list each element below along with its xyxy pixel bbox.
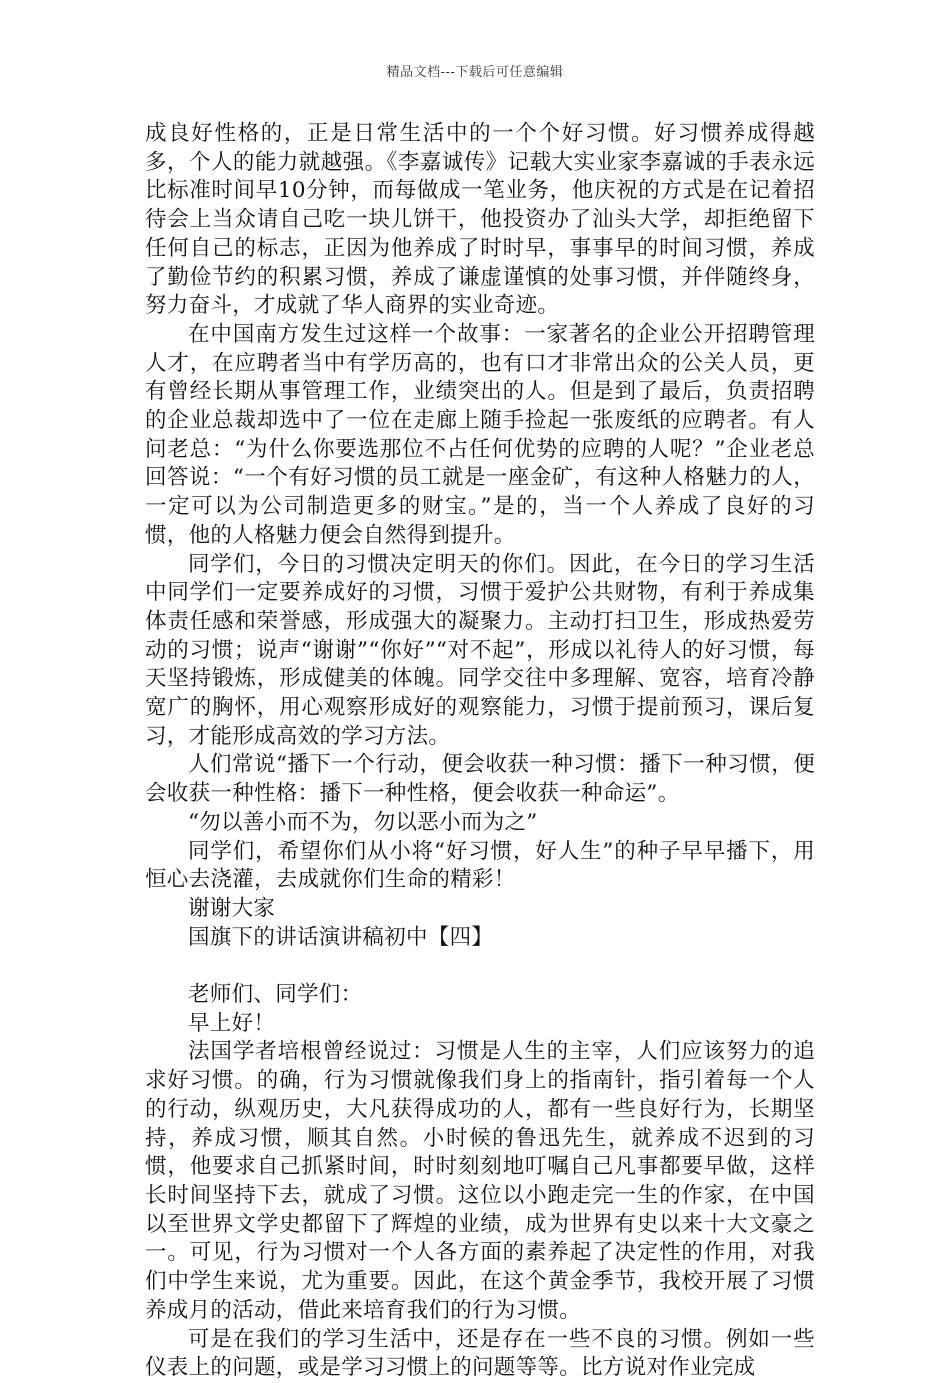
thanks-line: 谢谢大家 — [188, 895, 276, 921]
paragraph-5: 同学们，希望你们从小将“好习惯，好人生”的种子早早播下，用恒心去浇灌，去成就你们生命的精彩！ — [145, 838, 815, 893]
quote-line: “勿以善小而不为，勿以恶小而为之” — [188, 809, 538, 835]
paragraph-6: 法国学者培根曾经说过：习惯是人生的主宰，人们应该努力的追求好习惯。的确，行为习惯就像我们身上的指南针，指引着每一个人的行动，纵观历史，大凡获得成功的人，都有一些良好行为，长期坚持，养成习惯，顺其自然。小时候的鲁迅先生，就养成不迟到的习惯，他要求自己抓紧时间，时时刻刻地叮嘱自己凡事都要早做，这样长时间坚持下去，就成了习惯。这位以小跑走完一生的作家，在中国以至世界文学史都留下了辉煌的业绩，成为世界有史以来十大文豪之一。可见，行为习惯对一个人各方面的素养起了决定性的作用，对我们中学生来说，尤为重要。因此，在这个黄金季节，我校开展了习惯养成月的活动，借此来培育我们的行为习惯。 — [145, 1039, 815, 1323]
paragraph-7: 可是在我们的学习生活中，还是存在一些不良的习惯。例如一些仪表上的问题，或是学习习惯上的问题等等。比方说对作业完成 — [145, 1326, 815, 1381]
paragraph-4: 人们常说“播下一个行动，便会收获一种习惯：播下一种习惯，便会收获一种性格：播下一种性格，便会收获一种命运”。 — [145, 752, 815, 807]
paragraph-3: 同学们，今日的习惯决定明天的你们。因此，在今日的学习生活中同学们一定要养成好的习惯，习惯于爱护公共财物，有利于养成集体责任感和荣誉感，形成强大的凝聚力。主动打扫卫生，形成热爱劳动的习惯；说声“谢谢”“你好”“对不起”，形成以礼待人的好习惯，每天坚持锻炼，形成健美的体魄。同学交往中多理解、宽容，培育冷静宽广的胸怀，用心观察形成好的观察能力，习惯于提前预习，课后复习，才能形成高效的学习方法。 — [145, 551, 815, 749]
blank-line — [145, 952, 815, 981]
greeting: 早上好！ — [188, 1010, 276, 1036]
document-body — [145, 120, 815, 1383]
page-header: 精品文档---下载后可任意编辑 — [386, 65, 564, 80]
paragraph-2: 在中国南方发生过这样一个故事：一家著名的企业公开招聘管理人才，在应聘者当中有学历高的，也有口才非常出众的公关人员，更有曾经长期从事管理工作，业绩突出的人。但是到了最后，负责招聘的企业总裁却选中了一位在走廊上随手捡起一张废纸的应聘者。有人问老总：“为什么你要选那位不占任何优势的应聘的人呢？”企业老总回答说：“一个有好习惯的员工就是一座金矿，有这种人格魅力的人，一定可以为公司制造更多的财宝。”是的，当一个人养成了良好的习惯，他的人格魅力便会自然得到提升。 — [145, 321, 815, 548]
section-title: 国旗下的讲话演讲稿初中【四】 — [188, 924, 494, 950]
salutation: 老师们、同学们： — [188, 982, 363, 1008]
paragraph-1: 成良好性格的，正是日常生活中的一个个好习惯。好习惯养成得越多，个人的能力就越强。《李嘉诚传》记载大实业家李嘉诚的手表永远比标准时间早10分钟，而每做成一笔业务，他庆祝的方式是在记着招待会上当众请自己吃一块儿饼干，他投资办了汕头大学，却拒绝留下任何自己的标志，正因为他养成了时时早，事事早的时间习惯，养成了勤俭节约的积累习惯，养成了谦虚谨慎的处事习惯，并伴随终身，努力奋斗，才成就了华人商界的实业奇迹。 — [145, 121, 815, 319]
